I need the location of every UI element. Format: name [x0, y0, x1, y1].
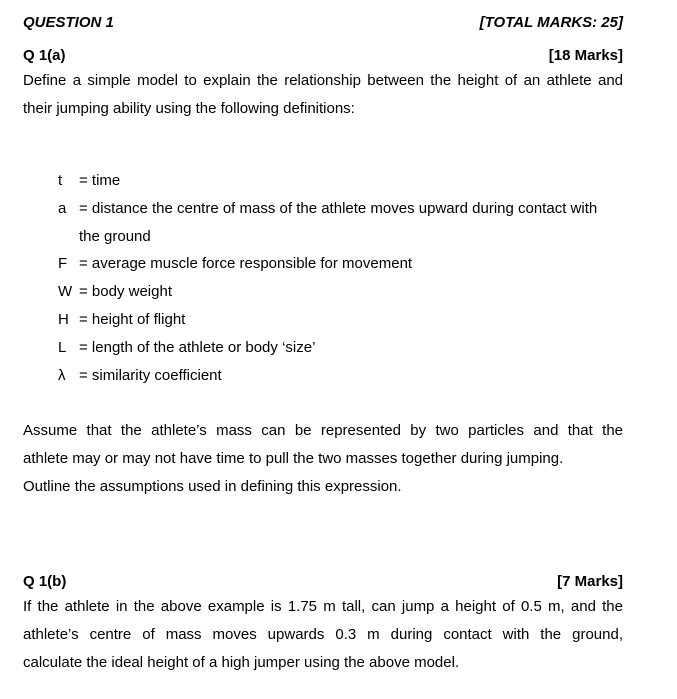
- definition-text: = similarity coefficient: [79, 367, 222, 384]
- q1b-line3: calculate the ideal height of a high jumper using the above model.: [23, 654, 460, 671]
- q1a-label: Q 1(a): [23, 47, 66, 64]
- total-marks: [TOTAL MARKS: 25]: [479, 14, 623, 31]
- q1b-line1: If the athlete in the above example is 1.75 m tall, can jump a height of 0.5 m, and the: [23, 598, 623, 615]
- definition-text: = average muscle force responsible for movement: [79, 255, 413, 272]
- q1a-marks: [18 Marks]: [548, 47, 623, 64]
- definition-symbol: a: [58, 200, 67, 217]
- assume-line2: athlete may or may not have time to pull the two masses together during jumping.: [23, 450, 564, 467]
- definition-text: = body weight: [79, 283, 172, 300]
- definition-symbol: H: [58, 311, 69, 328]
- definition-text: = length of the athlete or body ‘size’: [79, 339, 316, 356]
- assume-line1: Assume that the athlete’s mass can be represented by two particles and that the: [23, 422, 623, 439]
- q1a-intro-line2: their jumping ability using the following definitions:: [23, 100, 355, 117]
- definition-text: = height of flight: [79, 311, 186, 328]
- q1b-label: Q 1(b): [23, 573, 67, 590]
- definition-symbol: F: [58, 255, 68, 272]
- definition-symbol: L: [58, 339, 67, 356]
- q1b-marks: [7 Marks]: [557, 573, 623, 590]
- q1b-paragraph: [23, 593, 623, 677]
- assume-line3: Outline the assumptions used in defining this expression.: [23, 478, 402, 495]
- definition-text: = distance the centre of mass of the athlete moves upward during contact with: [79, 200, 598, 217]
- definition-symbol: t: [58, 172, 63, 189]
- q1a-assumption-paragraph: [23, 417, 623, 501]
- definition-symbol: W: [58, 283, 73, 300]
- question-title: QUESTION 1: [23, 14, 114, 31]
- definition-text-continued: the ground: [79, 228, 151, 245]
- q1a-intro: [23, 67, 623, 123]
- definition-symbol: λ: [58, 367, 66, 384]
- q1b-line2: athlete’s centre of mass moves upwards 0.3 m during contact with the ground,: [23, 626, 623, 643]
- definition-text: = time: [79, 172, 121, 189]
- q1a-intro-line1: Define a simple model to explain the relationship between the height of an athlete and: [23, 72, 623, 89]
